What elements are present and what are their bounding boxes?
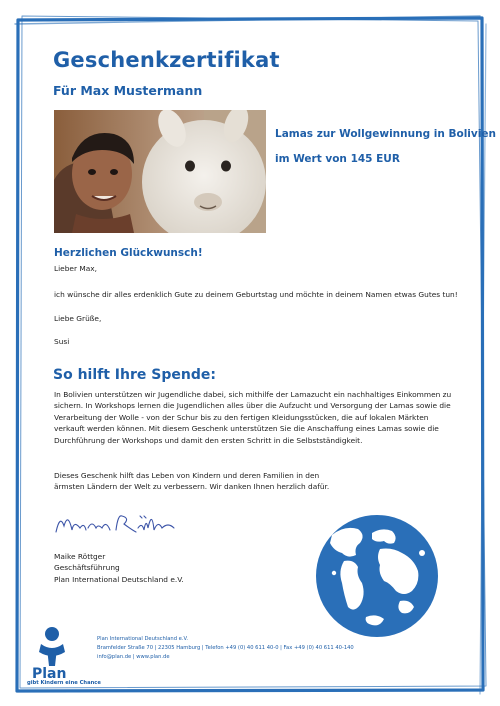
boy-with-llama-photo [54,110,266,233]
thanks-line: Dieses Geschenk hilft das Leben von Kindern und deren Familien in den [54,471,320,480]
handwritten-signature [52,506,182,542]
globe-icon [314,513,440,639]
help-line: Durchführung der Workshops und damit den ersten Schritt in die Selbstständigkeit. [54,435,363,445]
greeting-closing: Liebe Grüße, [54,314,102,323]
signer-role: Geschäftsführung [54,563,120,573]
footer-web: info@plan.de | www.plan.de [97,654,170,661]
signer-block [54,551,184,585]
certificate-title: Geschenkzertifikat [53,48,280,72]
help-line: verkauft werden können. Mit diesem Geschenk unterstützen Sie die Anschaffung eines Lamas sowie die [54,424,439,434]
help-line: Verarbeitung der Wolle - von der Schur bis zu den fertigen Kleidungsstücken, die auf lokalen Märkten [54,412,429,422]
project-value: im Wert von 145 EUR [275,153,400,165]
footer-contact [97,635,354,662]
plan-logo [27,622,77,682]
plan-tagline: gibt Kindern eine Chance [27,680,101,686]
greeting-message: ich wünsche dir alles erdenklich Gute zu deinem Geburtstag und möchte in deinem Namen etwas Gutes tun! [54,290,458,299]
thanks-paragraph [54,470,384,493]
project-name: Lamas zur Wollgewinnung in Bolivien [275,128,496,140]
footer-org: Plan International Deutschland e.V. [97,636,189,642]
signer-name: Maike Röttger [54,552,106,561]
greeting-heading: Herzlichen Glückwunsch! [54,247,203,259]
recipient-line: Für Max Mustermann [53,83,203,98]
help-line: In Bolivien unterstützen wir Jugendliche dabei, sich mithilfe der Lamazucht ein nachhaltiges Einkommen zu [54,390,452,399]
thanks-line: ärmsten Ländern der Welt zu verbessern. Wir danken Ihnen herzlich dafür. [54,482,330,492]
greeting-sender: Susi [54,337,70,346]
greeting-salutation: Lieber Max, [54,264,97,273]
help-paragraph [54,389,454,446]
help-heading: So hilft Ihre Spende: [53,367,216,383]
plan-wordmark: Plan [32,666,67,682]
help-line: sichern. In Workshops lernen die Jugendlichen alles über die Aufzucht und Versorgung der Lamas sowie die [54,401,451,411]
footer-address: Bramfelder Straße 70 | 22305 Hamburg | Telefon +49 (0) 40 611 40-0 | Fax +49 (0) 40 611 40-140 [97,645,354,652]
signer-org: Plan International Deutschland e.V. [54,574,184,584]
